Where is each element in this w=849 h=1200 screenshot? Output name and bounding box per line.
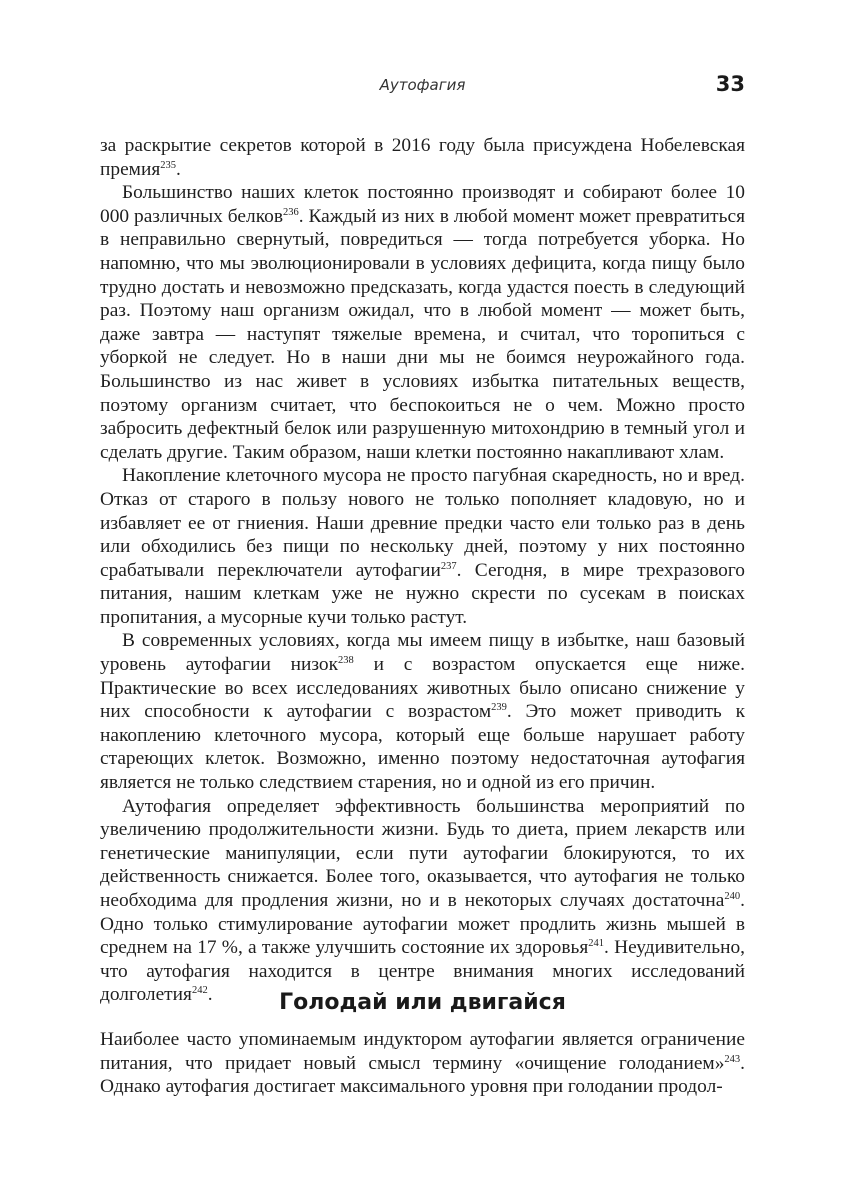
paragraph-text: . Это может приводить к накоплению клеточного мусора, который еще больше нарушает работу стареющих клеток. Возможно, именно поэтому недостаточная аутофагия является не только следствием старения, но и одной из его причин. xyxy=(100,701,745,794)
paragraph-text: . xyxy=(207,984,213,1006)
section-body-text xyxy=(100,1028,745,1099)
footnote-reference: 238 xyxy=(338,655,354,667)
paragraph xyxy=(100,464,745,629)
paragraph-text: Большинство наших клеток постоянно производят и собирают более 10 000 различных белков xyxy=(100,182,745,227)
paragraph xyxy=(100,629,745,794)
footnote-reference: 241 xyxy=(588,938,605,950)
paragraph xyxy=(100,134,745,181)
paragraph xyxy=(100,181,745,464)
footnote-reference: 243 xyxy=(724,1053,741,1065)
paragraph-text: за раскрытие секретов которой в 2016 году была присуждена Нобелевская премия xyxy=(100,135,745,180)
page-header xyxy=(100,72,745,102)
footnote-reference: 237 xyxy=(440,560,457,572)
footnote-reference: 240 xyxy=(724,891,741,902)
page-number: 33 xyxy=(715,72,745,96)
footnote-reference: 242 xyxy=(191,985,208,997)
footnote-reference: 235 xyxy=(160,159,176,171)
paragraph-text: . Сегодня, в мире трехразового питания, нашим клеткам уже не нужно скрести по сусекам в поисках пропитания, а мусорные кучи только растут. xyxy=(100,559,745,628)
paragraph-text: В современных условиях, когда мы имеем пищу в избытке, наш базовый уровень аутофагии низок xyxy=(100,630,745,676)
section-heading: Голодай или двигайся xyxy=(279,990,566,1015)
footnote-reference: 236 xyxy=(282,206,299,218)
paragraph-text: . xyxy=(176,158,181,180)
running-title: Аутофагия xyxy=(379,76,466,94)
footnote-reference: 239 xyxy=(491,702,507,714)
paragraph-text: Накопление клеточного мусора не просто пагубная скаредность, но и вред. Отказ от старого в пользу нового не только пополняет кладовую, но и избавляет ее от гниения. Наши древние предки часто ели только раз в день или обходились без пищи по нескольку дней, поэтому у них постоянно срабатывали переключатели аутофагии xyxy=(100,465,745,581)
body-text xyxy=(100,134,745,1007)
paragraph xyxy=(100,1028,745,1099)
paragraph-text: . Каждый из них в любой момент может превратиться в неправильно свернутый, повредиться — тогда потребуется уборка. Но напомню, что мы эволюционировали в условиях дефицита, когда пищу было трудно достать и невозможно предсказать, когда удастся поесть в следующий раз. Поэтому наш организм ожидал, что в любой момент — может быть, даже завтра — наступят тяжелые времена, и считал, что торопиться с уборкой не следует. Но в наши дни мы не боимся неурожайного года. Большинство из нас живет в условиях избытка питательных веществ, поэтому организм считает, что беспокоиться не о чем. Можно просто забросить дефектный белок или разрушенную митохондрию в темный угол и сделать другие. Таким образом, наши клетки постоянно накапливают хлам. xyxy=(100,205,746,463)
paragraph-text: и с возрастом опускается еще ниже. Практические во всех исследованиях животных было описано снижение у них способности к аутофагии с возрастом xyxy=(100,654,745,723)
paragraph-text: . Неудивительно, что аутофагия находится в центре внимания многих исследований долголетия xyxy=(100,937,745,1006)
paragraph xyxy=(100,795,745,1007)
paragraph-text: Наиболее часто упоминаемым индуктором аутофагии является ограничение питания, что придает новый смысл термину «очищение голоданием» xyxy=(100,1029,745,1074)
paragraph-text: . Одно только стимулирование аутофагии может продлить жизнь мышей в среднем на 17 %, а также улучшить состояние их здоровья xyxy=(100,890,745,959)
paragraph-text: Аутофагия определяет эффективность большинства мероприятий по увеличению продолжительности жизни. Будь то диета, прием лекарств или генетические манипуляции, если пути аутофагии блокируются, то их действенность снижается. Более того, оказывается, что аутофагия не только необходима для продления жизни, но и в некоторых случаях достаточна xyxy=(100,795,745,911)
paragraph-text: . Однако аутофагия достигает максимального уровня при голодании продол- xyxy=(100,1052,745,1098)
